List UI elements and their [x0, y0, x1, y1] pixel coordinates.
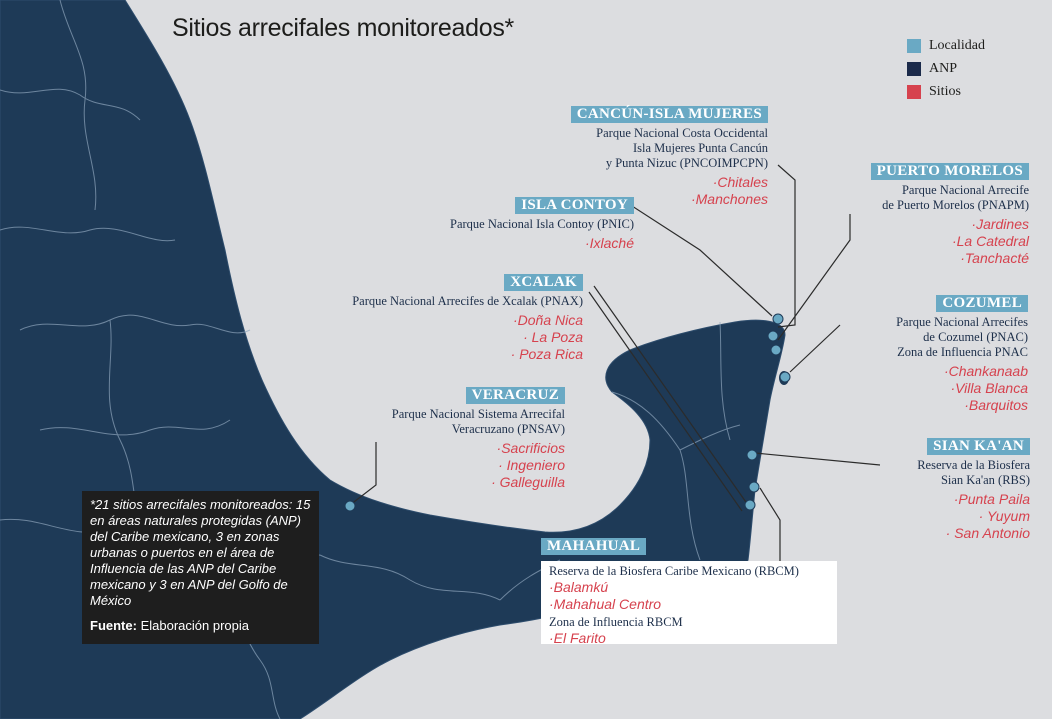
park-name: Parque Nacional Arrecifes de Xcalak (PNAX)	[352, 294, 583, 308]
site-name: ·Ixlaché	[584, 235, 634, 251]
label-mahahual	[541, 538, 646, 558]
site-name: · Galleguilla	[491, 474, 565, 490]
marker-cancun[interactable]	[768, 331, 778, 341]
site-name: · La Poza	[523, 329, 583, 345]
legend-label: Sitios	[929, 83, 961, 99]
region-tag-sian-kaan: SIAN KA'AN	[927, 438, 1030, 455]
park-name: Reserva de la Biosfera	[917, 458, 1030, 472]
site-name: ·Doña Nica	[512, 312, 583, 328]
park-name: Parque Nacional Sistema Arrecifal	[391, 407, 565, 421]
legend-swatch-anp	[907, 62, 921, 76]
site-name: · Poza Rica	[510, 346, 583, 362]
marker-cozumel[interactable]	[780, 372, 790, 382]
legend-item-anp	[907, 57, 985, 80]
site-name: ·Jardines	[971, 216, 1029, 232]
site-name: ·Punta Paila	[953, 491, 1030, 507]
label-xcalak	[352, 274, 583, 363]
label-puerto-morelos	[871, 163, 1029, 267]
label-cancun	[571, 106, 768, 208]
park-name: Isla Mujeres Punta Cancún	[632, 141, 768, 155]
mahahual-info-box	[541, 561, 837, 644]
marker-sian-kaan[interactable]	[747, 450, 757, 460]
label-veracruz	[392, 387, 565, 491]
marker-isla-mujeres[interactable]	[773, 314, 783, 324]
park-name: Zona de Influencia PNAC	[897, 345, 1028, 359]
park-name: Zona de Influencia RBCM	[549, 615, 683, 629]
source-value: Elaboración propia	[136, 618, 249, 633]
marker-veracruz[interactable]	[345, 501, 355, 511]
region-tag-xcalak: XCALAK	[504, 274, 583, 291]
park-name: Parque Nacional Arrecifes	[896, 315, 1028, 329]
label-cozumel	[896, 295, 1028, 414]
site-name: ·Manchones	[690, 191, 768, 207]
park-name: Veracruzano (PNSAV)	[451, 422, 565, 436]
park-name: de Puerto Morelos (PNAPM)	[882, 198, 1029, 212]
site-name: ·Tanchacté	[960, 250, 1029, 266]
park-name: Parque Nacional Costa Occidental	[596, 126, 768, 140]
marker-mahahual[interactable]	[749, 482, 759, 492]
site-name: ·Chankanaab	[943, 363, 1028, 379]
legend-label: Localidad	[929, 37, 985, 53]
source-line	[90, 618, 313, 634]
footnote-text: *21 sitios arrecifales monitoreados: 15 en áreas naturales protegidas (ANP) del Caribe mexicano, 3 en zonas urbanas o puertos en el área de Influencia de las ANP del Caribe mexicano y 3 en ANP del Golfo de México	[90, 497, 311, 608]
site-name: · San Antonio	[945, 525, 1030, 541]
park-name: Parque Nacional Arrecife	[901, 183, 1029, 197]
region-tag-isla-contoy: ISLA CONTOY	[515, 197, 634, 214]
park-name: de Cozumel (PNAC)	[923, 330, 1028, 344]
label-sian-kaan	[917, 438, 1030, 542]
park-name: Reserva de la Biosfera Caribe Mexicano (RBCM)	[549, 564, 799, 578]
site-name: ·La Catedral	[951, 233, 1029, 249]
site-name: ·Balamkú	[549, 579, 609, 595]
site-name: · Yuyum	[978, 508, 1030, 524]
marker-puerto-morelos[interactable]	[771, 345, 781, 355]
park-name: Sian Ka'an (RBS)	[940, 473, 1030, 487]
label-isla-contoy	[450, 197, 634, 252]
legend-item-localidad	[907, 34, 985, 57]
site-name: ·Sacrificios	[496, 440, 565, 456]
region-tag-mahahual: MAHAHUAL	[541, 538, 646, 555]
region-tag-puerto-morelos: PUERTO MORELOS	[871, 163, 1029, 180]
region-tag-veracruz: VERACRUZ	[466, 387, 565, 404]
site-name: ·El Farito	[549, 630, 606, 646]
legend	[907, 34, 985, 103]
site-name: · Ingeniero	[498, 457, 565, 473]
map-title: Sitios arrecifales monitoreados*	[172, 14, 514, 42]
legend-swatch-sitios	[907, 85, 921, 99]
site-name: ·Villa Blanca	[950, 380, 1028, 396]
marker-xcalak[interactable]	[745, 500, 755, 510]
legend-label: ANP	[929, 60, 958, 76]
park-name: Parque Nacional Isla Contoy (PNIC)	[450, 217, 634, 231]
park-name: y Punta Nizuc (PNCOIMPCPN)	[605, 156, 768, 170]
site-name: ·Chitales	[712, 174, 768, 190]
legend-swatch-localidad	[907, 39, 921, 53]
footnote-box	[82, 491, 319, 644]
region-tag-cozumel: COZUMEL	[936, 295, 1028, 312]
legend-item-sitios	[907, 80, 985, 103]
site-name: ·Mahahual Centro	[549, 596, 662, 612]
source-label: Fuente:	[90, 618, 137, 633]
region-tag-cancun: CANCÚN-ISLA MUJERES	[571, 106, 768, 123]
site-name: ·Barquitos	[964, 397, 1028, 413]
